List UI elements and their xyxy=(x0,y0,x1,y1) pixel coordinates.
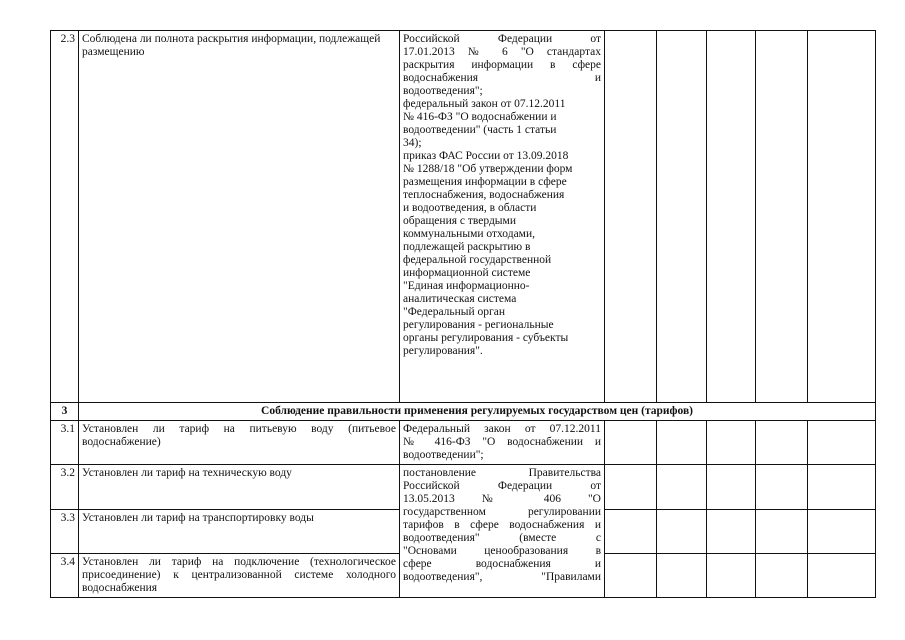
basis-line: 34); xyxy=(403,137,422,149)
criterion-cell: Установлен ли тариф на подключение (технологическое присоединение) к централизованной системе холодного водоснабжения xyxy=(79,554,400,598)
basis-line: органы регулирования - субъекты xyxy=(403,332,569,344)
answer-cell xyxy=(808,510,876,554)
basis-line: 13.05.2013 № 406 "О xyxy=(403,493,601,505)
basis-line: водоотведения" (вместе с xyxy=(403,532,601,544)
basis-line: "Основами ценообразования в xyxy=(403,545,601,557)
section-header-row xyxy=(51,403,876,421)
answer-cell xyxy=(756,31,808,403)
table-row-3-1 xyxy=(51,421,876,465)
answer-cell xyxy=(707,510,756,554)
basis-line: водоотведения"; xyxy=(403,85,483,97)
basis-line: сфере водоснабжения и xyxy=(403,558,601,570)
answer-cell xyxy=(657,421,707,465)
table-row-2-3 xyxy=(51,31,876,403)
answer-cell xyxy=(707,465,756,510)
legal-basis-cell xyxy=(400,465,605,598)
row-number: 3.2 xyxy=(51,465,79,510)
basis-line: теплоснабжения, водоснабжения xyxy=(403,189,565,201)
row-number: 3.4 xyxy=(51,554,79,598)
basis-line: "Единая информационно- xyxy=(403,280,530,292)
row-number: 3.1 xyxy=(51,421,79,465)
basis-line: Российской Федерации от xyxy=(403,33,601,45)
basis-line: государственном регулировании xyxy=(403,506,601,518)
legal-basis-cell xyxy=(400,421,605,465)
answer-cell xyxy=(756,465,808,510)
criterion-cell: Установлен ли тариф на питьевую воду (питьевое водоснабжение) xyxy=(79,421,400,465)
basis-line: приказ ФАС России от 13.09.2018 xyxy=(403,150,569,162)
answer-cell xyxy=(605,421,657,465)
answer-cell xyxy=(605,31,657,403)
basis-line: № 1288/18 "Об утверждении форм xyxy=(403,163,573,175)
section-number: 3 xyxy=(51,403,79,421)
answer-cell xyxy=(808,554,876,598)
basis-line: регулирования". xyxy=(403,345,483,357)
basis-line: № 416-ФЗ "О водоснабжении и xyxy=(403,111,557,123)
basis-line: размещения информации в сфере xyxy=(403,176,567,188)
legal-basis-cell xyxy=(400,31,605,403)
basis-line: федеральной государственной xyxy=(403,254,552,266)
answer-cell xyxy=(756,421,808,465)
basis-line: Федеральный закон от 07.12.2011 xyxy=(403,423,601,435)
basis-line: № 416-ФЗ "О водоснабжении и xyxy=(403,436,601,448)
basis-line: "Федеральный орган xyxy=(403,306,506,318)
section-title: Соблюдение правильности применения регулируемых государством цен (тарифов) xyxy=(79,403,876,421)
basis-line: регулирования - региональные xyxy=(403,319,554,331)
basis-line: федеральный закон от 07.12.2011 xyxy=(403,98,566,110)
row-number: 2.3 xyxy=(51,31,79,403)
basis-line: аналитическая система xyxy=(403,293,517,305)
basis-line: подлежащей раскрытию в xyxy=(403,241,531,253)
answer-cell xyxy=(605,510,657,554)
basis-line: водоотведении" (часть 1 статьи xyxy=(403,124,557,136)
basis-line: водоотведения", "Правилами xyxy=(403,571,601,583)
basis-line: Российской Федерации от xyxy=(403,480,601,492)
answer-cell xyxy=(756,554,808,598)
basis-line: раскрытия информации в сфере xyxy=(403,59,601,71)
criterion-cell: Соблюдена ли полнота раскрытия информации, подлежащей размещению xyxy=(79,31,400,403)
table-row-3-2 xyxy=(51,465,876,510)
basis-line: обращения с твердыми xyxy=(403,215,516,227)
answer-cell xyxy=(707,31,756,403)
checklist-table xyxy=(50,30,876,598)
answer-cell xyxy=(707,554,756,598)
answer-cell xyxy=(808,465,876,510)
answer-cell xyxy=(657,510,707,554)
basis-line: и водоотведения, в области xyxy=(403,202,537,214)
basis-line: информационной системе xyxy=(403,267,531,279)
basis-line: постановление Правительства xyxy=(403,467,601,479)
answer-cell xyxy=(605,465,657,510)
row-number: 3.3 xyxy=(51,510,79,554)
answer-cell xyxy=(808,31,876,403)
answer-cell xyxy=(657,31,707,403)
basis-line: тарифов в сфере водоснабжения и xyxy=(403,519,601,531)
answer-cell xyxy=(657,554,707,598)
answer-cell xyxy=(657,465,707,510)
criterion-cell: Установлен ли тариф на техническую воду xyxy=(79,465,400,510)
criterion-cell: Установлен ли тариф на транспортировку воды xyxy=(79,510,400,554)
answer-cell xyxy=(756,510,808,554)
answer-cell xyxy=(605,554,657,598)
basis-line: коммунальными отходами, xyxy=(403,228,535,240)
basis-line: водоотведении"; xyxy=(403,449,484,461)
basis-line: водоснабжения и xyxy=(403,72,601,84)
answer-cell xyxy=(808,421,876,465)
answer-cell xyxy=(707,421,756,465)
basis-line: 17.01.2013 № 6 "О стандартах xyxy=(403,46,601,58)
